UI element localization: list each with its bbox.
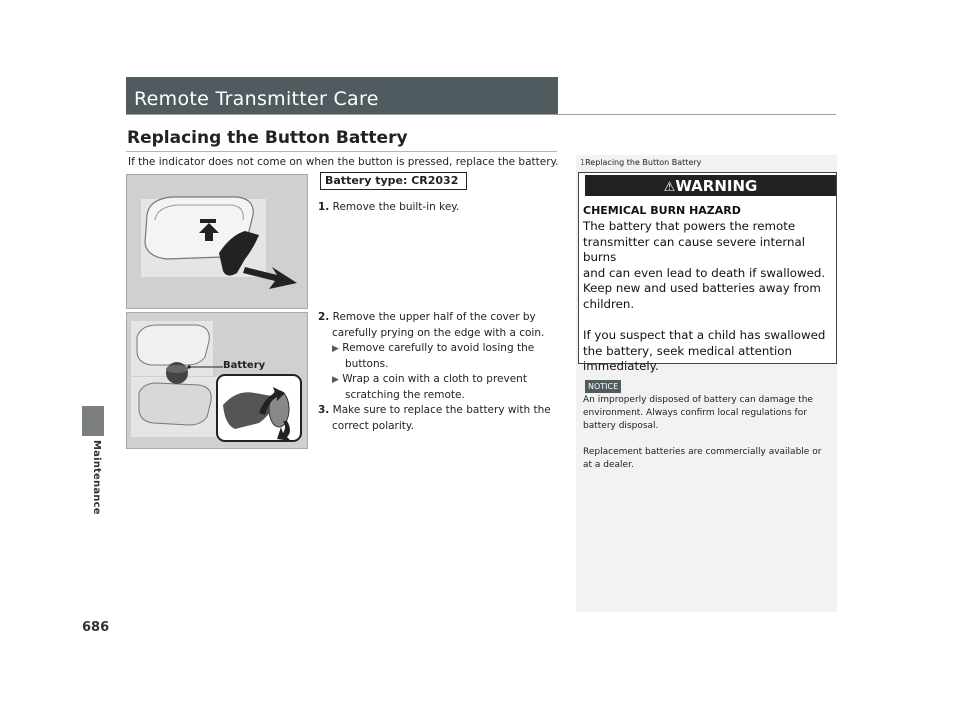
side-tab-label: Maintenance (91, 440, 102, 515)
notice-line: battery disposal. (583, 421, 659, 431)
warning-line: The battery that powers the remote (583, 219, 796, 233)
step-number: 1. (318, 201, 330, 213)
battery-callout-label: Battery (223, 360, 266, 371)
warning-line: Keep new and used batteries away from (583, 281, 821, 296)
step-2 (318, 310, 536, 326)
warning-line: the battery, seek medical attention (583, 343, 792, 358)
figure-replace-battery (126, 312, 308, 449)
warning-text (583, 219, 835, 375)
sidebar-heading (580, 158, 701, 167)
notice-line: An improperly disposed of battery can damage the (583, 395, 813, 405)
warning-heading: CHEMICAL BURN HAZARD (583, 204, 741, 217)
page-number: 686 (82, 620, 110, 635)
step-3 (318, 403, 551, 419)
note-remove-carefully (318, 341, 534, 358)
note-remove-carefully-continued: buttons. (345, 357, 389, 370)
notice-spacer (583, 433, 833, 446)
warning-line: transmitter can cause severe internal burns (583, 234, 805, 265)
warning-line: immediately. (583, 359, 659, 374)
notice-line: Replacement batteries are commercially available or (583, 447, 822, 457)
section-divider (126, 114, 836, 115)
step-number: 3. (318, 404, 330, 416)
note-wrap-coin-continued: scratching the remote. (345, 388, 465, 401)
notice-label: NOTICE (585, 380, 621, 393)
step-text: Make sure to replace the battery with the (332, 404, 551, 416)
warning-line: If you suspect that a child has swallowed (583, 328, 826, 343)
note-text: Remove carefully to avoid losing the (342, 342, 535, 354)
intro-text: If the indicator does not come on when the button is pressed, replace the battery. (128, 156, 559, 168)
section-title: Remote Transmitter Care (134, 88, 379, 110)
notice-line: environment. Always confirm local regulations for (583, 408, 807, 418)
notice-line: at a dealer. (583, 460, 634, 470)
battery-illustration (127, 313, 307, 448)
warning-label: WARNING (675, 177, 758, 195)
remote-key-illustration (127, 175, 307, 308)
step-2-continued: carefully prying on the edge with a coin. (332, 326, 545, 339)
warning-line: and can even lead to death if swallowed. (583, 265, 826, 280)
side-tab-marker (82, 406, 104, 436)
step-text: Remove the upper half of the cover by (332, 311, 536, 323)
note-wrap-coin (318, 372, 527, 389)
step-1 (318, 200, 459, 216)
subsection-divider (126, 151, 557, 152)
warning-banner (585, 175, 836, 196)
arrow-icon: ▶ (332, 344, 339, 354)
warning-spacer (583, 313, 835, 329)
step-3-continued: correct polarity. (332, 419, 414, 432)
subsection-title: Replacing the Button Battery (127, 128, 408, 148)
notice-text (583, 394, 833, 472)
warning-triangle-icon: ⚠ (663, 180, 676, 195)
battery-type-badge: Battery type: CR2032 (320, 172, 467, 190)
arrow-icon: ▶ (332, 375, 339, 385)
step-number: 2. (318, 311, 330, 323)
figure-remove-key (126, 174, 308, 309)
step-text: Remove the built-in key. (332, 201, 460, 213)
warning-line: children. (583, 296, 635, 311)
reference-marker-icon: 1 (580, 158, 586, 167)
sidebar-heading-text: Replacing the Button Battery (585, 158, 702, 167)
note-text: Wrap a coin with a cloth to prevent (342, 373, 527, 385)
